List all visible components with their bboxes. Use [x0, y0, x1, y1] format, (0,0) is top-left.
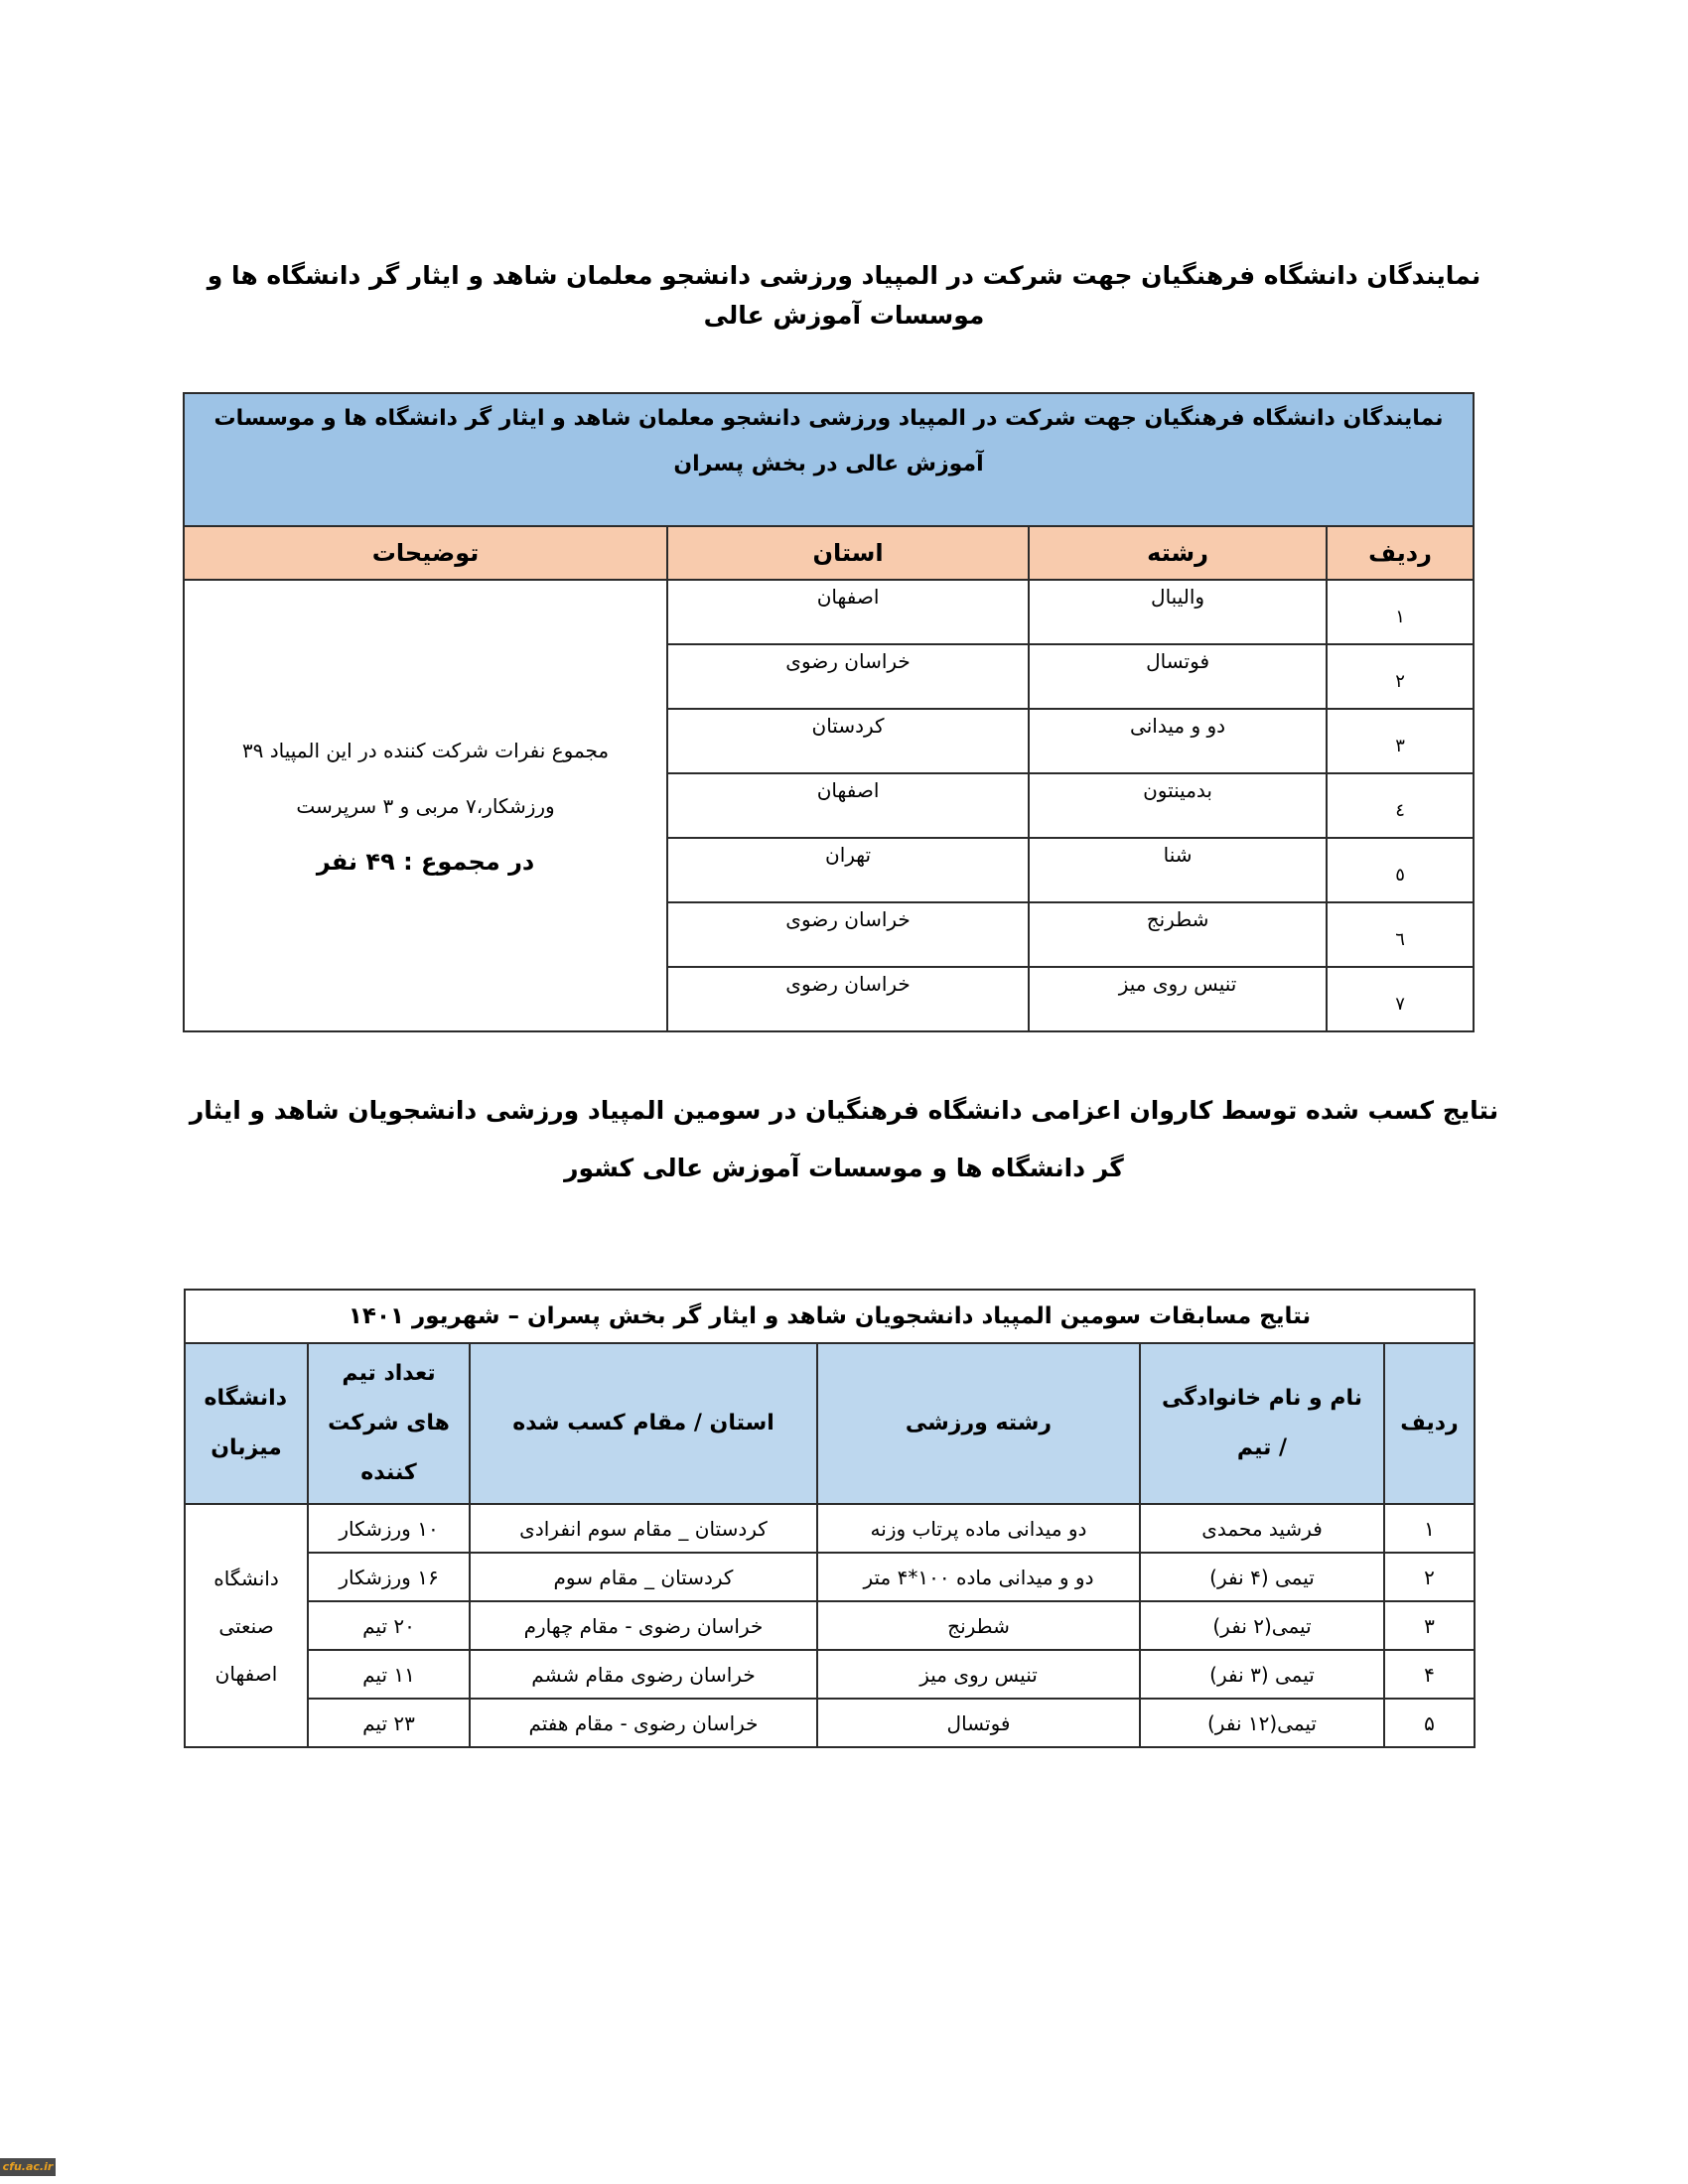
province-cell: اصفهان — [667, 580, 1029, 644]
table-row — [185, 1601, 1475, 1650]
header-row-number: ردیف — [1384, 1343, 1475, 1504]
row-number: ٧ — [1327, 967, 1474, 1031]
results-table — [184, 1289, 1476, 1748]
table-row — [184, 580, 1474, 644]
table-caption: نتایج مسابقات سومین المپیاد دانشجویان شاهد و ایثار گر بخش پسران – شهریور ۱۴۰۱ — [185, 1290, 1475, 1343]
table-caption: نمایندگان دانشگاه فرهنگیان جهت شرکت در المپیاد ورزشی دانشجو معلمان شاهد و ایثار گر دانشگاه ها و موسسات آموزش عالی در بخش پسران — [184, 393, 1474, 526]
header-field: رشته — [1029, 526, 1327, 580]
field-cell: شطرنج — [1029, 902, 1327, 967]
host-cell: دانشگاه صنعتی اصفهان — [185, 1504, 308, 1747]
result-cell: کردستان _ مقام سوم — [470, 1553, 817, 1601]
sport-cell: فوتسال — [817, 1699, 1140, 1747]
header-sport: رشته ورزشی — [817, 1343, 1140, 1504]
field-cell: والیبال — [1029, 580, 1327, 644]
sport-cell: شطرنج — [817, 1601, 1140, 1650]
row-number: ۳ — [1384, 1601, 1475, 1650]
site-logo: cfu.ac.ir — [0, 2158, 56, 2176]
header-notes: توضیحات — [184, 526, 667, 580]
notes-total: در مجموع : ۴۹ نفر — [316, 847, 535, 876]
province-cell: کردستان — [667, 709, 1029, 773]
header-province: استان — [667, 526, 1029, 580]
teams-cell: ۱۶ ورزشکار — [308, 1553, 470, 1601]
header-name: نام و نام خانوادگی / تیم — [1140, 1343, 1384, 1504]
name-cell: تیمی (۳ نفر) — [1140, 1650, 1384, 1699]
province-cell: اصفهان — [667, 773, 1029, 838]
province-cell: خراسان رضوی — [667, 644, 1029, 709]
header-row-number: ردیف — [1327, 526, 1474, 580]
results-heading: نتایج کسب شده توسط کاروان اعزامی دانشگاه فرهنگیان در سومین المپیاد ورزشی دانشجویان شاهد و ایثار گر دانشگاه ها و موسسات آموزش عالی کشور — [189, 1096, 1499, 1182]
sport-cell: تنیس روی میز — [817, 1650, 1140, 1699]
field-cell: دو و میدانی — [1029, 709, 1327, 773]
field-cell: تنیس روی میز — [1029, 967, 1327, 1031]
result-cell: خراسان رضوی مقام ششم — [470, 1650, 817, 1699]
notes-cell — [184, 580, 667, 1031]
teams-cell: ۲۰ تیم — [308, 1601, 470, 1650]
row-number: ١ — [1327, 580, 1474, 644]
row-number: ۴ — [1384, 1650, 1475, 1699]
row-number: ۵ — [1384, 1699, 1475, 1747]
notes-line-2: ورزشکار،۷ مربی و ۳ سرپرست — [296, 793, 555, 818]
field-cell: شنا — [1029, 838, 1327, 902]
name-cell: تیمی(۲ نفر) — [1140, 1601, 1384, 1650]
field-cell: فوتسال — [1029, 644, 1327, 709]
row-number: ٣ — [1327, 709, 1474, 773]
header-result: استان / مقام کسب شده — [470, 1343, 817, 1504]
notes-line-1: مجموع نفرات شرکت کننده در این المپیاد ۳۹ — [241, 738, 610, 762]
teams-cell: ۲۳ تیم — [308, 1699, 470, 1747]
table-row — [185, 1504, 1475, 1553]
header-teams: تعداد تیم های شرکت کننده — [308, 1343, 470, 1504]
province-cell: خراسان رضوی — [667, 902, 1029, 967]
table-row — [185, 1650, 1475, 1699]
field-cell: بدمینتون — [1029, 773, 1327, 838]
representatives-table — [183, 392, 1475, 1032]
row-number: ۲ — [1384, 1553, 1475, 1601]
result-cell: خراسان رضوی - مقام چهارم — [470, 1601, 817, 1650]
result-cell: کردستان _ مقام سوم انفرادی — [470, 1504, 817, 1553]
sport-cell: دو و میدانی ماده ۱۰۰*۴ متر — [817, 1553, 1140, 1601]
sport-cell: دو میدانی ماده پرتاب وزنه — [817, 1504, 1140, 1553]
row-number: ٤ — [1327, 773, 1474, 838]
table-header-row — [184, 526, 1474, 580]
page-title: نمایندگان دانشگاه فرهنگیان جهت شرکت در المپیاد ورزشی دانشجو معلمان شاهد و ایثار گر دانشگاه ها و موسسات آموزش عالی — [207, 261, 1481, 330]
header-host: دانشگاه میزبان — [185, 1343, 308, 1504]
table-header-row — [185, 1343, 1475, 1504]
province-cell: تهران — [667, 838, 1029, 902]
name-cell: تیمی(۱۲ نفر) — [1140, 1699, 1384, 1747]
row-number: ۱ — [1384, 1504, 1475, 1553]
teams-cell: ۱۱ تیم — [308, 1650, 470, 1699]
name-cell: تیمی (۴ نفر) — [1140, 1553, 1384, 1601]
table-row — [185, 1553, 1475, 1601]
table-row — [185, 1699, 1475, 1747]
province-cell: خراسان رضوی — [667, 967, 1029, 1031]
row-number: ٢ — [1327, 644, 1474, 709]
row-number: ٦ — [1327, 902, 1474, 967]
result-cell: خراسان رضوی - مقام هفتم — [470, 1699, 817, 1747]
row-number: ٥ — [1327, 838, 1474, 902]
name-cell: فرشید محمدی — [1140, 1504, 1384, 1553]
teams-cell: ۱۰ ورزشکار — [308, 1504, 470, 1553]
